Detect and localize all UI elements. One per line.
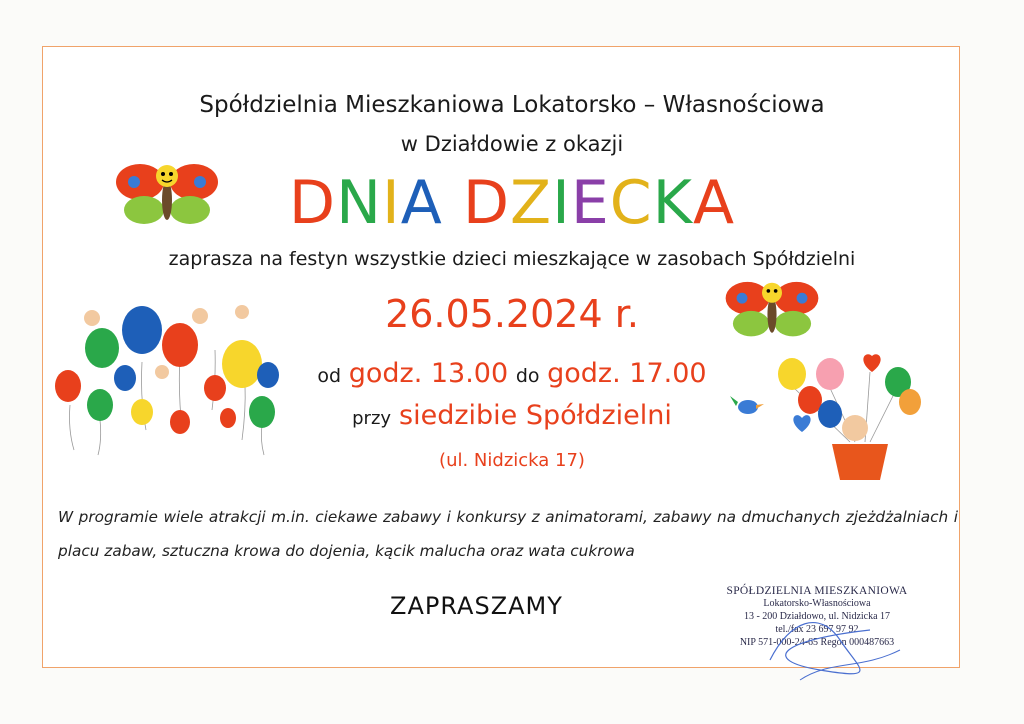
butterfly-icon: [112, 160, 222, 230]
title-letter: Z: [510, 168, 553, 238]
event-date: 26.05.2024 r.: [385, 292, 639, 336]
hours-from-value: godz. 13.00: [348, 358, 509, 389]
title-letter: I: [382, 168, 401, 238]
title-letter: E: [570, 168, 610, 238]
title-letter: N: [336, 168, 382, 238]
invitation-line: zaprasza na festyn wszystkie dzieci mieszkające w zasobach Spółdzielni: [168, 248, 856, 270]
balloon-basket-illustration: [770, 352, 930, 482]
program-description: W programie wiele atrakcji m.in. ciekawe zabawy i konkursy z animatorami, zabawy na dmuchanych zjeżdżalniach i placu zabaw, sztuczna krowa do dojenia, kącik malucha oraz wata cukrowa: [58, 508, 958, 560]
butterfly-icon: [722, 278, 822, 342]
stamp-line-2: Lokatorsko-Własnościowa: [763, 598, 871, 609]
title-space: [443, 168, 463, 238]
title-letter: I: [552, 168, 571, 238]
title-letter: C: [609, 168, 653, 238]
closing-invitation: ZAPRASZAMY: [390, 592, 563, 620]
street-address: (ul. Nidzicka 17): [439, 450, 585, 471]
hours-to-value: godz. 17.00: [547, 358, 707, 389]
title-letter: D: [462, 168, 511, 238]
title-letter: A: [400, 168, 443, 238]
title-letter: A: [693, 168, 736, 238]
stamp-line-5: NIP 571-000-24-65 Regon 000487663: [739, 637, 895, 648]
stamp-line-3: 13 - 200 Działdowo, ul. Nidzicka 17: [743, 611, 891, 622]
place-value: siedzibie Spółdzielni: [399, 400, 672, 431]
place-prefix: przy: [352, 408, 392, 429]
title-letter: D: [288, 168, 337, 238]
title-letters: [289, 168, 735, 238]
signature-scribble: [760, 600, 910, 690]
hours-to-prefix: do: [515, 365, 540, 387]
balloons-illustration: [50, 300, 285, 460]
title-letter: K: [652, 168, 694, 238]
hours-from-prefix: od: [317, 365, 342, 387]
occasion-line: w Działdowie z okazji: [400, 132, 624, 156]
stamp-line-4: tel./fax 23 697 97 92: [775, 624, 859, 635]
organization-name: Spółdzielnia Mieszkaniowa Lokatorsko – Własnościowa: [199, 92, 825, 118]
bird-icon: [728, 392, 768, 422]
stamp-line-1: SPÓŁDZIELNIA MIESZKANIOWA: [726, 585, 908, 597]
